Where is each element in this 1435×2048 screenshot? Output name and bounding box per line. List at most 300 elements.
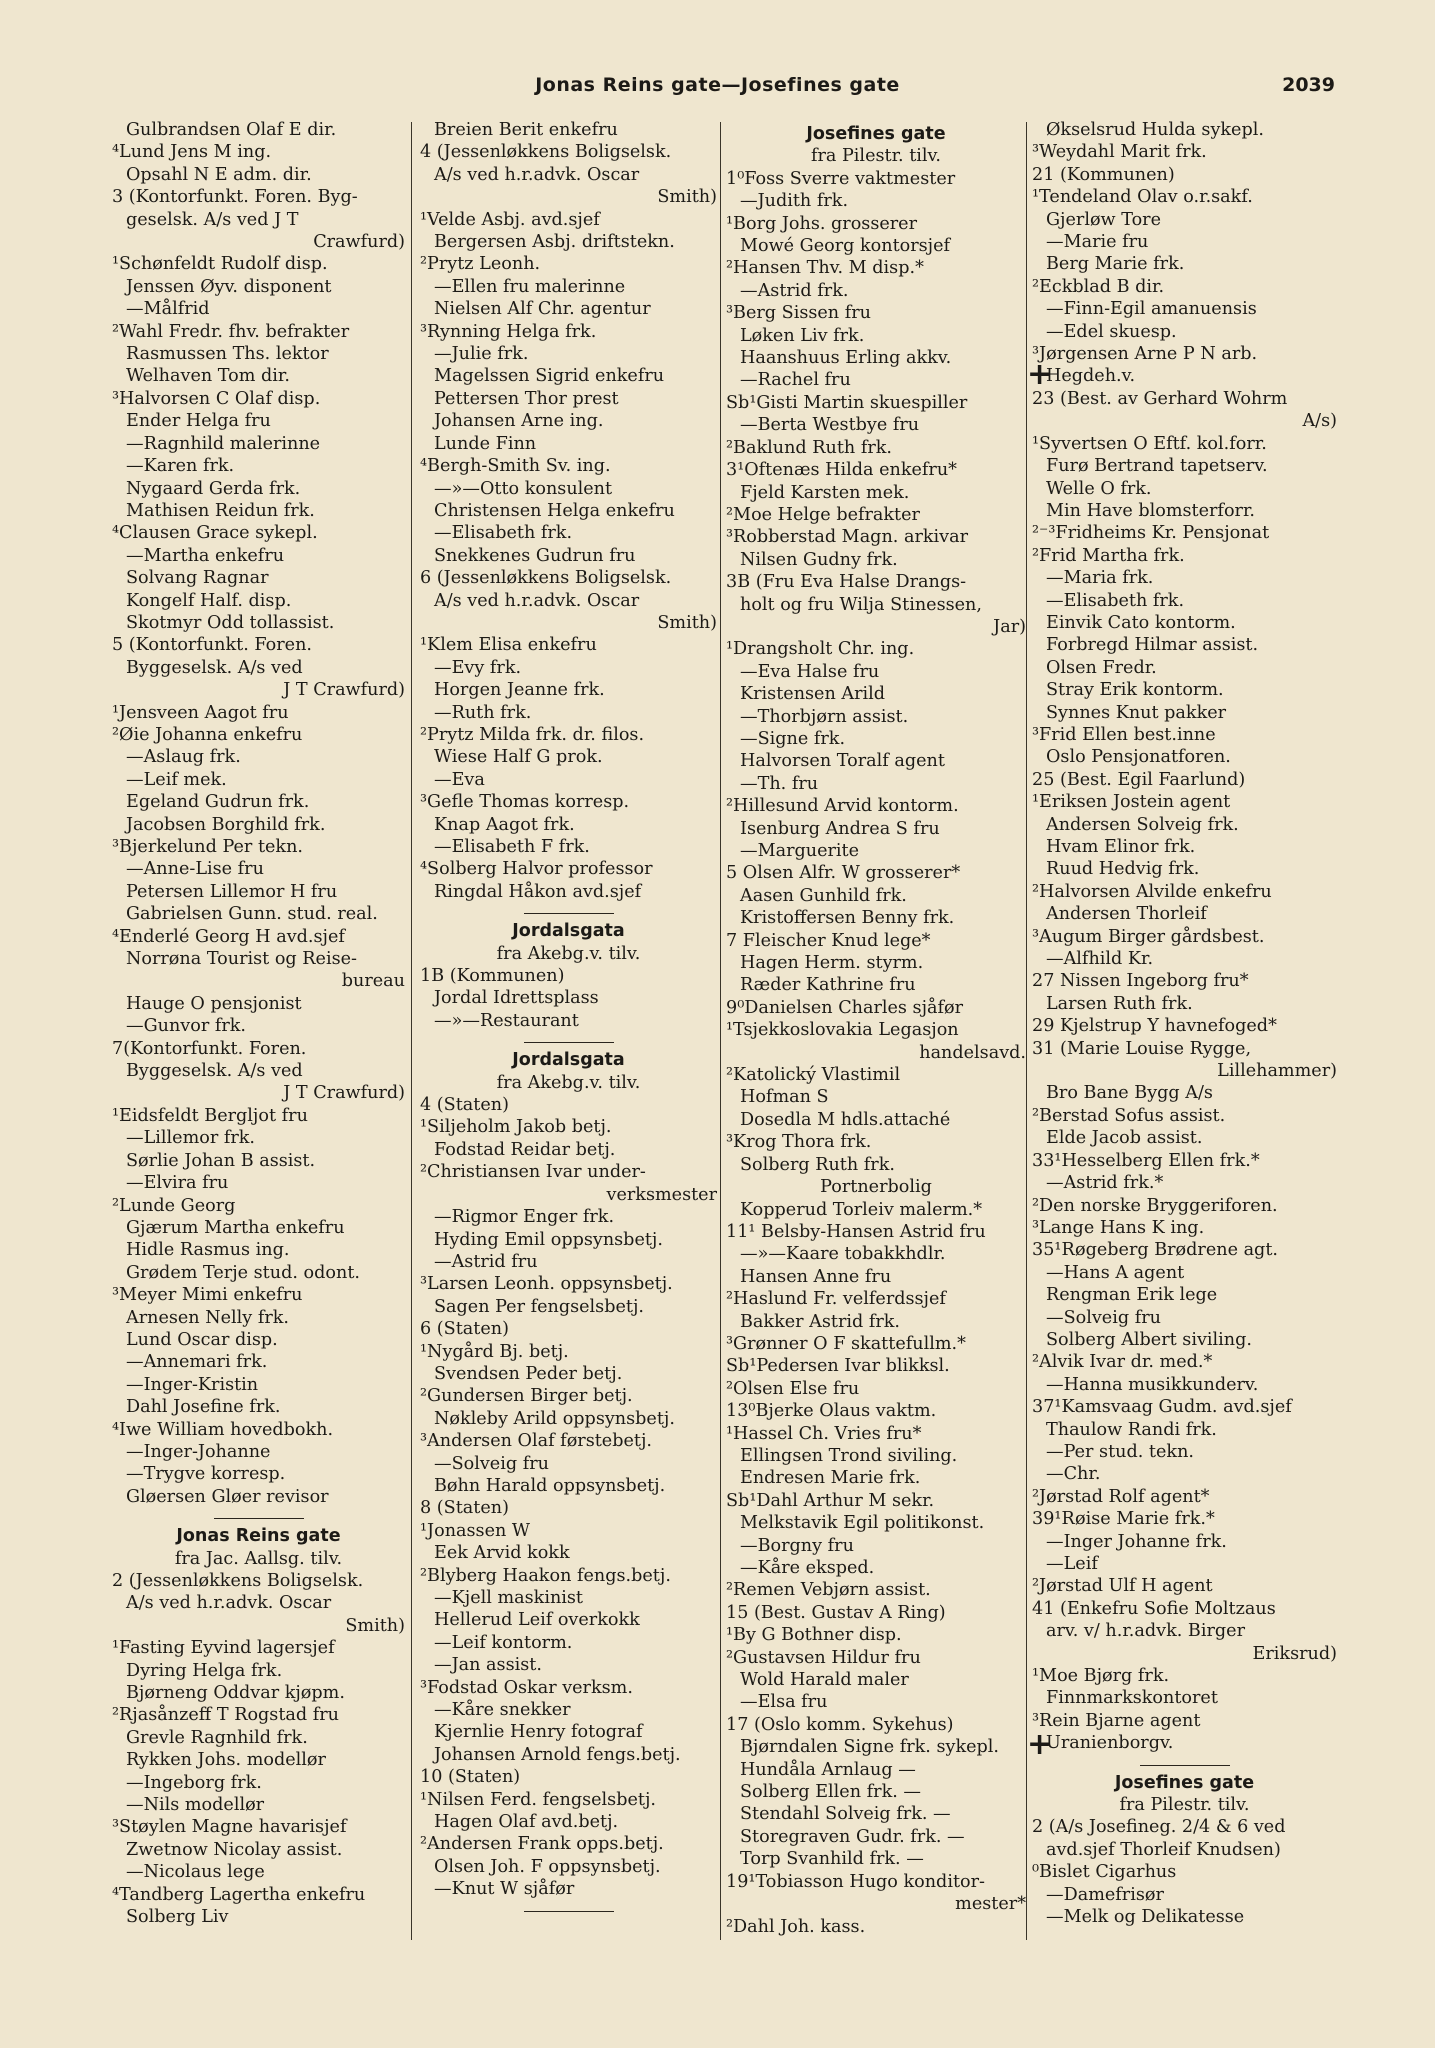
listing-continuation: J T Crawfurd): [283, 680, 405, 701]
listing-resident: Wold Harald maler: [740, 1670, 909, 1691]
listing-resident: Halvorsen Toralf agent: [740, 751, 945, 772]
listing-resident: Ruud Hedvig frk.: [1046, 859, 1200, 880]
listing-resident: Sørlie Johan B assist.: [126, 1150, 316, 1171]
listing-entry: ³Rynning Helga frk.: [420, 321, 597, 342]
listing-resident: —Kåre snekker: [434, 1700, 571, 1721]
listing-entry: 17 (Oslo komm. Sykehus): [726, 1714, 954, 1735]
listing-entry: ⁴Clausen Grace sykepl.: [112, 523, 318, 544]
listing-entry: ¹Borg Johs. grosserer: [726, 213, 917, 234]
listing-resident: —Ellen fru malerinne: [434, 276, 626, 297]
listing-entry: ²Lunde Georg: [112, 1195, 236, 1216]
listing-resident: —Kåre eksped.: [740, 1558, 875, 1578]
directory-column-1: [112, 119, 405, 1929]
street-heading: Jordalsgata: [512, 1050, 625, 1071]
listing-continuation: Smith): [657, 612, 717, 633]
listing-resident: Endresen Marie frk.: [740, 1468, 921, 1489]
listing-resident: —Gunvor frk.: [126, 1016, 247, 1037]
listing-continuation: bureau: [341, 971, 405, 992]
listing-entry: 31 (Marie Louise Rygge,: [1032, 1038, 1252, 1059]
listing-resident: Ellingsen Trond siviling.: [740, 1445, 958, 1466]
listing-resident: Berg Marie frk.: [1046, 254, 1185, 275]
listing-resident: Hegdeh.v.: [1046, 366, 1136, 387]
listing-resident: Oslo Pensjonatforen.: [1046, 747, 1231, 768]
listing-resident: Kjernlie Henry fotograf: [434, 1722, 643, 1743]
listing-entry: ³Weydahl Marit frk.: [1032, 142, 1207, 163]
listing-resident: Uranienborgv.: [1046, 1733, 1174, 1754]
listing-resident: Kristoffersen Benny frk.: [740, 908, 955, 929]
listing-resident: Furø Bertrand tapetserv.: [1046, 456, 1268, 477]
listing-entry: ¹Schønfeldt Rudolf disp.: [112, 254, 328, 275]
listing-entry: ²Remen Vebjørn assist.: [726, 1580, 931, 1601]
listing-resident: Lund Oscar disp.: [126, 1329, 278, 1350]
listing-resident: —Elisabeth F frk.: [434, 837, 590, 857]
listing-resident: Nielsen Alf Chr. agentur: [434, 299, 651, 320]
listing-resident: Jenssen Øyv. disponent: [126, 276, 332, 297]
listing-resident: Hauge O pensjonist: [126, 993, 302, 1014]
listing-resident: —»—Kaare tobakkhdlr.: [740, 1244, 946, 1265]
listing-entry: 3 (Kontorfunkt. Foren. Byg-: [112, 187, 358, 208]
listing-continuation: A/s): [1302, 411, 1337, 432]
listing-resident: Hvam Elinor frk.: [1046, 837, 1196, 857]
listing-resident: —Signe frk.: [740, 728, 846, 749]
listing-resident: —Ingeborg frk.: [126, 1772, 262, 1793]
listing-resident: Snekkenes Gudrun fru: [434, 545, 636, 566]
listing-resident: Nøkleby Arild oppsynsbetj.: [434, 1408, 675, 1429]
listing-resident: —Judith frk.: [740, 191, 849, 212]
listing-resident: Hagen Olaf avd.betj.: [434, 1812, 619, 1833]
street-heading: Jonas Reins gate: [176, 1526, 341, 1547]
listing-entry: ¹Nilsen Ferd. fengselsbetj.: [420, 1789, 656, 1810]
listing-resident: Grødem Terje stud. odont.: [126, 1262, 360, 1283]
listing-resident: —Annemari frk.: [126, 1352, 268, 1373]
listing-entry: 11¹ Belsby-Hansen Astrid fru: [726, 1221, 986, 1242]
listing-resident: —Borgny fru: [740, 1535, 854, 1556]
listing-entry: 15 (Best. Gustav A Ring): [726, 1602, 946, 1623]
section-separator: [524, 1042, 614, 1043]
listing-entry: 23 (Best. av Gerhard Wohrm: [1032, 388, 1288, 409]
listing-resident: Kristensen Arild: [740, 684, 886, 705]
listing-entry: ²⁻³Fridheims Kr. Pensjonat: [1032, 523, 1270, 544]
listing-entry: ⁴Solberg Halvor professor: [420, 859, 653, 880]
listing-resident: Elde Jacob assist.: [1046, 1128, 1203, 1149]
listing-resident: Magelssen Sigrid enkefru: [434, 366, 665, 387]
marginal-cross-mark: +: [1027, 357, 1053, 392]
listing-entry: ²Rjasånzeff T Rogstad fru: [112, 1705, 339, 1726]
listing-resident: Kopperud Torleiv malerm.*: [740, 1199, 983, 1220]
listing-entry: ²Haslund Fr. velferdssjef: [726, 1289, 946, 1310]
listing-resident: —Thorbjørn assist.: [740, 706, 909, 727]
listing-continuation: Crawfurd): [313, 232, 405, 253]
listing-resident: Stray Erik kontorm.: [1046, 680, 1224, 701]
section-separator: [1140, 1765, 1230, 1766]
listing-resident: —Aslaug frk.: [126, 747, 241, 768]
listing-resident: A/s ved h.r.advk. Oscar: [126, 1593, 332, 1614]
listing-entry: ³Støylen Magne havarisjef: [112, 1817, 347, 1838]
listing-resident: Solberg Liv: [126, 1907, 229, 1928]
listing-resident: Bergersen Asbj. driftstekn.: [434, 232, 675, 253]
listing-resident: Jordal Idrettsplass: [434, 988, 599, 1009]
street-origin: fra Akebg.v. tilv.: [496, 943, 641, 964]
marginal-cross-mark: +: [1027, 1727, 1053, 1762]
listing-continuation: Smith): [657, 187, 717, 208]
listing-resident: —Inger-Johanne: [126, 1441, 271, 1462]
listing-entry: ²Baklund Ruth frk.: [726, 437, 893, 458]
street-origin: Portnerbolig: [820, 1177, 932, 1198]
directory-column-2: [420, 119, 717, 1918]
listing-entry: ²Prytz Leonh.: [420, 254, 541, 275]
listing-entry: ³Halvorsen C Olaf disp.: [112, 388, 321, 409]
listing-entry: ³Meyer Mimi enkefru: [112, 1285, 303, 1306]
listing-resident: Zwetnow Nicolay assist.: [126, 1839, 343, 1860]
listing-resident: geselsk. A/s ved J T: [126, 209, 299, 230]
listing-resident: —Per stud. tekn.: [1046, 1441, 1195, 1462]
listing-entry: 21 (Kommunen): [1032, 164, 1175, 185]
listing-resident: Larsen Ruth frk.: [1046, 993, 1193, 1014]
listing-entry: ³Fodstad Oskar verksm.: [420, 1677, 633, 1698]
listing-entry: 5 (Kontorfunkt. Foren.: [112, 635, 312, 656]
listing-resident: Norrøna Tourist og Reise-: [126, 949, 357, 970]
page-number: 2039: [1282, 74, 1335, 96]
listing-resident: Min Have blomsterforr.: [1046, 500, 1256, 521]
directory-column-3: [726, 119, 1026, 1938]
listing-entry: ¹By G Bothner disp.: [726, 1625, 902, 1646]
listing-entry: ²Dahl Joh. kass.: [726, 1916, 866, 1937]
listing-entry: ²Den norske Bryggeriforen.: [1032, 1195, 1278, 1216]
listing-entry: ³Robberstad Magn. arkivar: [726, 527, 968, 548]
listing-resident: —Solveig fru: [1046, 1307, 1161, 1328]
directory-column-4: [1032, 119, 1337, 1929]
listing-resident: Opsahl N E adm. dir.: [126, 164, 312, 185]
street-heading: Josefines gate: [1114, 1772, 1255, 1793]
listing-resident: Grevle Ragnhild frk.: [126, 1727, 308, 1748]
listing-resident: Hyding Emil oppsynsbetj.: [434, 1229, 663, 1250]
listing-resident: —»—Otto konsulent: [434, 478, 613, 499]
listing-entry: ⁴Iwe William hovedbokh.: [112, 1419, 334, 1440]
listing-entry: ²Prytz Milda frk. dr. filos.: [420, 724, 645, 745]
listing-entry: ¹Eriksen Jostein agent: [1032, 792, 1231, 813]
listing-resident: Mowé Georg kontorsjef: [740, 236, 951, 257]
listing-entry: 1B (Kommunen): [420, 966, 565, 987]
listing-resident: Wiese Half G prok.: [434, 747, 603, 768]
listing-resident: Dyring Helga frk.: [126, 1660, 283, 1681]
listing-continuation: Lillehammer): [1217, 1061, 1337, 1082]
listing-entry: ³Larsen Leonh. oppsynsbetj.: [420, 1274, 673, 1295]
listing-resident: Johansen Arnold fengs.betj.: [434, 1744, 681, 1765]
listing-resident: Lunde Finn: [434, 433, 537, 454]
listing-resident: Hansen Anne fru: [740, 1266, 892, 1287]
listing-resident: Pettersen Thor prest: [434, 388, 619, 409]
listing-entry: ¹Tendeland Olav o.r.sakf.: [1032, 187, 1253, 208]
listing-entry: 35¹Røgeberg Brødrene agt.: [1032, 1240, 1278, 1261]
listing-resident: Hagen Herm. styrm.: [740, 953, 924, 974]
listing-entry: ¹Hassel Ch. Vries fru*: [726, 1423, 922, 1444]
listing-entry: 37¹Kamsvaag Gudm. avd.sjef: [1032, 1397, 1292, 1418]
listing-entry: ⁰Bislet Cigarhus: [1032, 1862, 1177, 1883]
listing-resident: Rasmussen Ths. lektor: [126, 344, 329, 365]
listing-resident: Gjerløw Tore: [1046, 209, 1161, 230]
listing-entry: ¹Fasting Eyvind lagersjef: [112, 1638, 335, 1659]
listing-entry: Sb¹Pedersen Ivar blikksl.: [726, 1356, 950, 1377]
listing-resident: Forbregd Hilmar assist.: [1046, 635, 1259, 656]
listing-resident: —Melk og Delikatesse: [1046, 1907, 1245, 1928]
listing-entry: 25 (Best. Egil Faarlund): [1032, 769, 1246, 790]
listing-entry: ³Lange Hans K ing.: [1032, 1217, 1205, 1238]
section-separator: [524, 913, 614, 914]
listing-resident: Finnmarkskontoret: [1046, 1688, 1218, 1709]
listing-entry: 6 (Jessenløkkens Boligselsk.: [420, 568, 672, 589]
listing-resident: —Chr.: [1046, 1464, 1101, 1485]
listing-entry: ²Gundersen Birger betj.: [420, 1386, 633, 1407]
listing-entry: ²Berstad Sofus assist.: [1032, 1105, 1226, 1126]
listing-continuation: J T Crawfurd): [283, 1083, 405, 1104]
listing-entry: ¹Eidsfeldt Bergljot fru: [112, 1105, 308, 1126]
listing-resident: —Rachel fru: [740, 370, 851, 391]
listing-resident: Synnes Knut pakker: [1046, 702, 1227, 723]
listing-resident: —Solveig fru: [434, 1453, 549, 1474]
listing-resident: Isenburg Andrea S fru: [740, 818, 940, 839]
listing-entry: ²Alvik Ivar dr. med.*: [1032, 1352, 1213, 1373]
listing-entry: ²Eckblad B dir.: [1032, 276, 1165, 297]
listing-entry: ²Gustavsen Hildur fru: [726, 1647, 921, 1668]
listing-entry: 13⁰Bjerke Olaus vaktm.: [726, 1401, 937, 1422]
listing-resident: Bro Bane Bygg A/s: [1046, 1083, 1213, 1104]
listing-resident: avd.sjef Thorleif Knudsen): [1046, 1839, 1281, 1860]
listing-entry: ¹Tsjekkoslovakia Legasjon: [726, 1020, 959, 1041]
listing-resident: Solvang Ragnar: [126, 568, 269, 589]
listing-entry: ²Jørstad Rolf agent*: [1032, 1486, 1210, 1507]
street-heading: Josefines gate: [806, 124, 946, 144]
listing-entry: 7 Fleischer Knud lege*: [726, 930, 931, 951]
listing-entry: ³Bjerkelund Per tekn.: [112, 837, 304, 857]
listing-resident: —Berta Westbye fru: [740, 415, 920, 436]
listing-resident: Solberg Albert siviling.: [1046, 1329, 1252, 1350]
listing-entry: ³Andersen Olaf førstebetj.: [420, 1431, 653, 1452]
listing-resident: Johansen Arne ing.: [434, 411, 604, 432]
listing-resident: —Evy frk.: [434, 657, 522, 678]
listing-entry: ⁴Lund Jens M ing.: [112, 142, 272, 163]
listing-resident: Solberg Ellen frk. —: [740, 1782, 922, 1803]
listing-resident: —Nicolaus lege: [126, 1862, 265, 1883]
listing-resident: Hellerud Leif overkokk: [434, 1610, 640, 1631]
listing-entry: ¹Nygård Bj. betj.: [420, 1341, 569, 1362]
listing-resident: Einvik Cato kontorm.: [1046, 612, 1236, 633]
listing-entry: 39¹Røise Marie frk.*: [1032, 1509, 1215, 1530]
listing-resident: —Th. fru: [740, 773, 819, 794]
listing-resident: Aasen Gunhild frk.: [740, 885, 907, 906]
listing-entry: 33¹Hesselberg Ellen frk.*: [1032, 1150, 1260, 1171]
listing-resident: Christensen Helga enkefru: [434, 500, 675, 521]
listing-resident: Rykken Johs. modellør: [126, 1750, 326, 1771]
listing-entry: 8 (Staten): [420, 1498, 509, 1519]
listing-entry: 2 (Jessenløkkens Boligselsk.: [112, 1571, 364, 1591]
listing-resident: Fodstad Reidar betj.: [434, 1139, 616, 1160]
listing-entry: ²Olsen Else fru: [726, 1378, 860, 1399]
listing-resident: —Karen frk.: [126, 456, 235, 477]
street-origin: fra Akebg.v. tilv.: [496, 1072, 641, 1093]
listing-entry: 5 Olsen Alfr. W grosserer*: [726, 863, 961, 884]
column-rule: [411, 122, 412, 1940]
listing-resident: —Ragnhild malerinne: [126, 433, 321, 454]
listing-resident: arv. v/ h.r.advk. Birger: [1046, 1621, 1245, 1642]
listing-resident: Kongelf Half. disp.: [126, 590, 292, 611]
listing-entry: ³Rein Bjarne agent: [1032, 1710, 1201, 1731]
listing-resident: Hundåla Arnlaug —: [740, 1759, 916, 1780]
listing-resident: Hofman S: [740, 1087, 829, 1108]
listing-resident: Økselsrud Hulda sykepl.: [1046, 120, 1264, 140]
listing-entry: ²Hillesund Arvid kontorm.: [726, 796, 959, 817]
listing-resident: Eek Arvid kokk: [434, 1543, 570, 1564]
listing-resident: Arnesen Nelly frk.: [126, 1307, 289, 1328]
listing-resident: Bjørneng Oddvar kjøpm.: [126, 1683, 345, 1704]
listing-entry: ²Christiansen Ivar under-: [420, 1162, 646, 1183]
listing-continuation: Jar): [993, 616, 1026, 637]
listing-entry: ¹Siljeholm Jakob betj.: [420, 1117, 612, 1138]
listing-entry: ³Grønner O F skattefullm.*: [726, 1333, 966, 1354]
listing-resident: Petersen Lillemor H fru: [126, 881, 338, 902]
listing-resident: Ender Helga fru: [126, 411, 271, 432]
listing-resident: Andersen Solveig frk.: [1046, 814, 1239, 835]
listing-entry: ³Jørgensen Arne P N arb.: [1032, 344, 1258, 365]
listing-resident: —Eva: [434, 769, 485, 790]
listing-resident: Gløersen Gløer revisor: [126, 1486, 329, 1507]
listing-continuation: Smith): [345, 1615, 405, 1636]
listing-entry: ²Hansen Thv. M disp.*: [726, 258, 924, 279]
listing-entry: 19¹Tobiasson Hugo konditor-: [726, 1871, 985, 1892]
listing-resident: Storegraven Gudr. frk. —: [740, 1826, 965, 1847]
listing-entry: 3B (Fru Eva Halse Drangs-: [726, 572, 967, 593]
listing-entry: 6 (Staten): [420, 1319, 509, 1340]
street-origin: fra Jac. Aallsg. tilv.: [174, 1548, 343, 1569]
listing-continuation: verksmester: [606, 1184, 717, 1205]
listing-resident: Gjærum Martha enkefru: [126, 1217, 345, 1238]
listing-resident: Stendahl Solveig frk. —: [740, 1804, 951, 1825]
listing-resident: Skotmyr Odd tollassist.: [126, 612, 335, 633]
listing-resident: —Inger Johanne frk.: [1046, 1531, 1227, 1552]
page-header-title: Jonas Reins gate—Josefines gate: [535, 74, 900, 96]
listing-entry: ⁴Tandberg Lagertha enkefru: [112, 1884, 366, 1905]
listing-resident: Ræder Kathrine fru: [740, 975, 916, 996]
listing-resident: Byggeselsk. A/s ved: [126, 657, 303, 678]
listing-resident: —Marie fru: [1046, 232, 1149, 253]
listing-entry: ¹Drangsholt Chr. ing.: [726, 639, 915, 660]
listing-entry: 27 Nissen Ingeborg fru*: [1032, 971, 1249, 992]
listing-resident: Welle O frk.: [1046, 478, 1152, 499]
listing-continuation: Eriksrud): [1252, 1643, 1337, 1664]
listing-resident: —Elvira fru: [126, 1173, 229, 1194]
listing-resident: holt og fru Wilja Stinessen,: [740, 594, 982, 615]
listing-entry: ²Katolický Vlastimil: [726, 1065, 901, 1086]
listing-resident: —Jan assist.: [434, 1655, 542, 1676]
listing-resident: —Anne-Lise fru: [126, 859, 264, 880]
listing-entry: ¹Syvertsen O Eftf. kol.forr.: [1032, 433, 1267, 454]
listing-resident: Egeland Gudrun frk.: [126, 792, 310, 813]
listing-resident: —Målfrid: [126, 299, 210, 320]
listing-resident: —Rigmor Enger frk.: [434, 1207, 615, 1228]
listing-resident: —Kjell maskinist: [434, 1588, 583, 1608]
listing-resident: Andersen Thorleif: [1046, 904, 1207, 925]
listing-entry: ⁴Enderlé Georg H avd.sjef: [112, 926, 345, 947]
listing-entry: ²Wahl Fredr. fhv. befrakter: [112, 321, 350, 342]
listing-resident: Fjeld Karsten mek.: [740, 482, 910, 503]
listing-resident: Solberg Ruth frk.: [740, 1154, 895, 1175]
listing-entry: 1⁰Foss Sverre vaktmester: [726, 168, 956, 189]
listing-entry: ²Frid Martha frk.: [1032, 545, 1185, 566]
listing-entry: 29 Kjelstrup Y havnefoged*: [1032, 1016, 1277, 1037]
listing-resident: —Knut W sjåfør: [434, 1879, 575, 1900]
listing-resident: Breien Berit enkefru: [434, 120, 618, 140]
listing-resident: Nygaard Gerda frk.: [126, 478, 301, 499]
listing-entry: ²Andersen Frank opps.betj.: [420, 1834, 664, 1855]
listing-resident: Haanshuus Erling akkv.: [740, 348, 952, 369]
listing-entry: 4 (Staten): [420, 1095, 509, 1116]
listing-resident: —Elisabeth frk.: [1046, 590, 1185, 611]
listing-resident: Horgen Jeanne frk.: [434, 680, 605, 701]
listing-resident: —Trygve korresp.: [126, 1464, 286, 1485]
listing-resident: A/s ved h.r.advk. Oscar: [434, 164, 640, 185]
listing-resident: Welhaven Tom dir.: [126, 366, 290, 387]
listing-resident: —Nils modellør: [126, 1795, 265, 1816]
listing-resident: —Maria frk.: [1046, 568, 1154, 589]
listing-resident: —Ruth frk.: [434, 702, 532, 723]
listing-entry: 3¹Oftenæs Hilda enkefru*: [726, 460, 957, 481]
listing-resident: —»—Restaurant: [434, 1010, 579, 1031]
listing-resident: Ringdal Håkon avd.sjef: [434, 881, 642, 902]
street-heading: Jordalsgata: [512, 921, 625, 942]
listing-resident: Dahl Josefine frk.: [126, 1397, 281, 1418]
listing-entry: Sb¹Gisti Martin skuespiller: [726, 392, 968, 413]
section-separator: [214, 1518, 304, 1519]
column-rule: [720, 122, 721, 1940]
listing-entry: ²Jørstad Ulf H agent: [1032, 1576, 1213, 1597]
listing-resident: Melkstavik Egil politikonst.: [740, 1513, 985, 1534]
listing-resident: —Hans A agent: [1046, 1262, 1185, 1283]
listing-entry: ²Øie Johanna enkefru: [112, 724, 303, 745]
listing-resident: Mathisen Reidun frk.: [126, 500, 315, 521]
listing-entry: 4 (Jessenløkkens Boligselsk.: [420, 142, 672, 163]
listing-resident: Gabrielsen Gunn. stud. real.: [126, 904, 378, 925]
listing-resident: —Astrid fru: [434, 1251, 538, 1272]
listing-resident: A/s ved h.r.advk. Oscar: [434, 590, 640, 611]
listing-resident: Rengman Erik lege: [1046, 1285, 1218, 1306]
listing-resident: Bjørndalen Signe frk. sykepl.: [740, 1737, 1000, 1758]
listing-resident: Nilsen Gudny frk.: [740, 549, 898, 570]
listing-entry: ¹Jensveen Aagot fru: [112, 702, 289, 723]
listing-resident: Byggeselsk. A/s ved: [126, 1061, 303, 1082]
listing-resident: Knap Aagot frk.: [434, 814, 575, 835]
listing-resident: Sagen Per fengselsbetj.: [434, 1296, 645, 1317]
street-origin: fra Pilestr. tilv.: [1119, 1795, 1250, 1816]
listing-resident: Jacobsen Borghild frk.: [126, 814, 326, 835]
listing-resident: —Leif mek.: [126, 769, 227, 790]
listing-entry: 2 (A/s Josefineg. 2/4 & 6 ved: [1032, 1817, 1286, 1838]
listing-resident: —Elisabeth frk.: [434, 523, 573, 544]
listing-resident: Svendsen Peder betj.: [434, 1363, 623, 1384]
listing-resident: —Astrid frk.: [740, 280, 849, 301]
listing-resident: —Julie frk.: [434, 344, 529, 365]
listing-entry: ³Berg Sissen fru: [726, 303, 871, 324]
listing-resident: Bøhn Harald oppsynsbetj.: [434, 1475, 666, 1496]
listing-continuation: mester*: [955, 1894, 1026, 1915]
listing-resident: Thaulow Randi frk.: [1046, 1419, 1217, 1440]
column-rule: [1026, 122, 1027, 1940]
listing-resident: —Astrid frk.*: [1046, 1173, 1164, 1194]
street-origin: fra Pilestr. tilv.: [810, 146, 942, 167]
listing-entry: ¹Velde Asbj. avd.sjef: [420, 209, 600, 230]
listing-resident: —Elsa fru: [740, 1692, 828, 1713]
listing-resident: Dosedla M hdls.attaché: [740, 1109, 951, 1130]
listing-entry: 7(Kontorfunkt. Foren.: [112, 1038, 307, 1059]
listing-resident: —Hanna musikkunderv.: [1046, 1374, 1259, 1395]
